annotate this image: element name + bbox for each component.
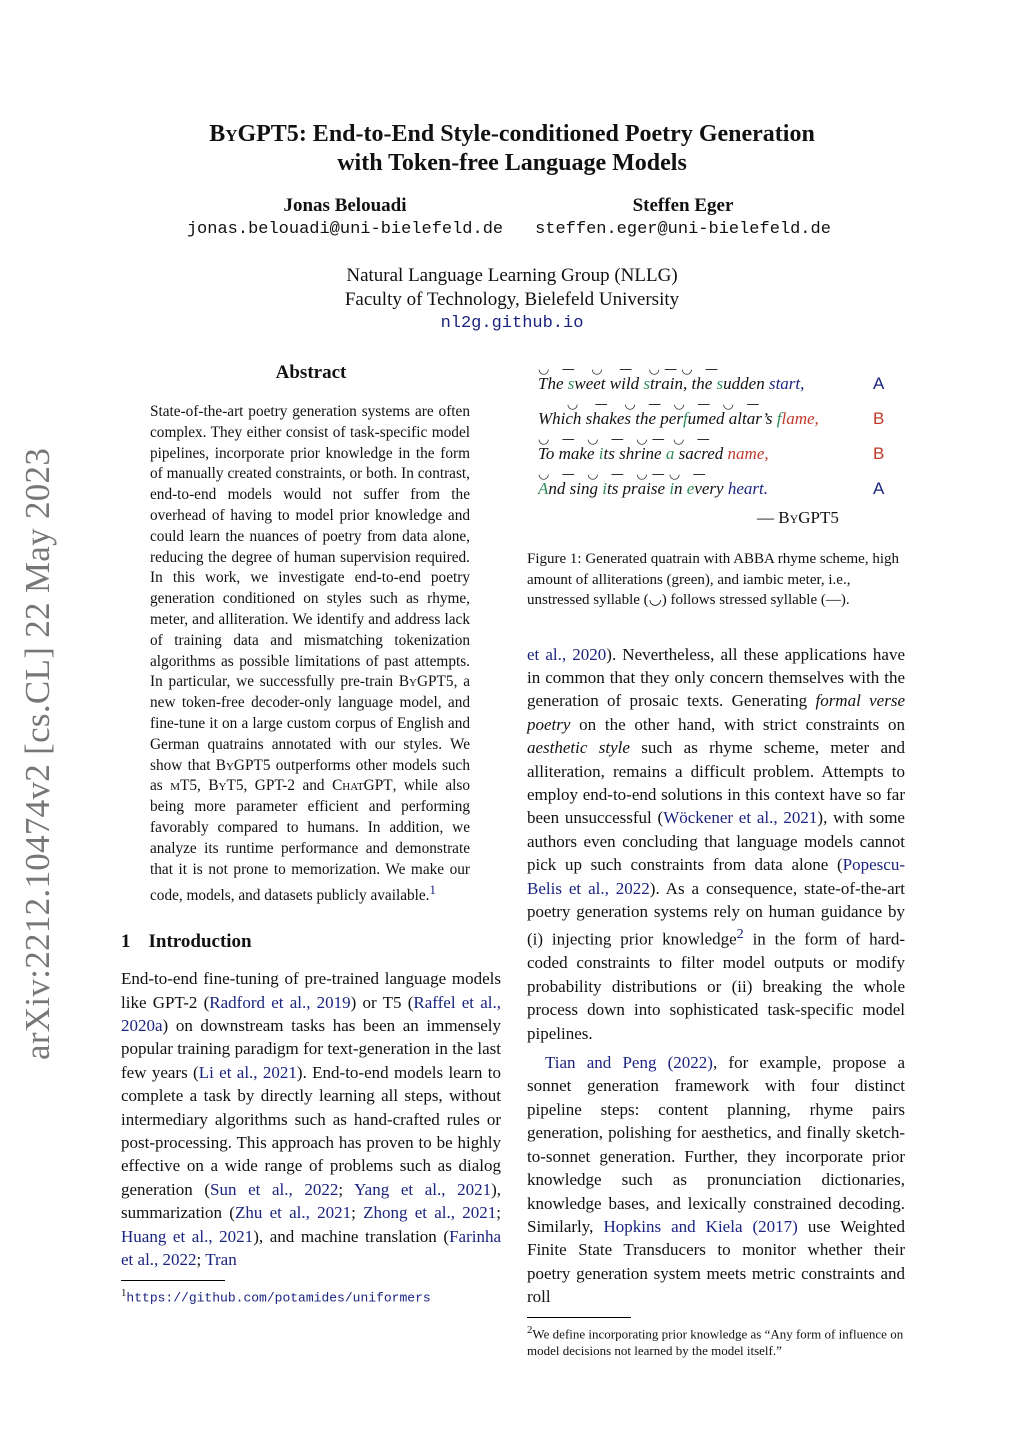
text: n	[674, 479, 687, 498]
footnote-divider	[527, 1317, 631, 1318]
footnote-marker[interactable]: 1	[429, 883, 436, 898]
abstract-text	[121, 402, 501, 907]
citation-link[interactable]: Zhong et al., 2021	[363, 1203, 497, 1223]
text: nd sing	[548, 479, 603, 498]
abstract-part: , a new token-free decoder-only language model, and fine-tune it on a large custom corpus of English and German quatrains annotated with our styles. We show that	[150, 673, 470, 774]
alliteration: s	[567, 374, 575, 393]
rhyme-label: A	[873, 374, 885, 393]
paragraph	[527, 1051, 905, 1308]
text: ), summarization (	[121, 1179, 502, 1223]
model-name: ByGPT5	[398, 673, 454, 691]
rhyme-label: A	[873, 479, 885, 498]
text: End-to-end fine-tuning of pre-trained language models like GPT-2 (	[121, 969, 501, 1012]
text: sacred	[674, 444, 728, 463]
author-block-2	[528, 194, 838, 242]
model-name: ByT5	[208, 777, 244, 795]
abstract-part: outperforms other models such as	[150, 756, 470, 795]
section-title: Introduction	[148, 931, 252, 953]
title-line1: : End-to-End Style-conditioned Poetry Generation	[298, 121, 815, 147]
text: Which shakes the per	[538, 409, 683, 428]
author-email[interactable]: steffen.eger@uni-bielefeld.de	[535, 220, 831, 239]
footnote-2	[527, 1322, 905, 1359]
text: ) on downstream tasks has been an immensely popular training paradigm for text-generation in the last few years (	[121, 1016, 501, 1082]
citation-link[interactable]: Huang et al., 2021	[121, 1226, 254, 1246]
text: ;	[351, 1203, 364, 1223]
alliteration: f	[682, 409, 688, 428]
right-body	[527, 643, 905, 1359]
citation-link[interactable]: Yang et al., 2021	[354, 1179, 492, 1199]
citation-link[interactable]: Li et al., 2021	[198, 1062, 297, 1082]
citation-link[interactable]: Radford et al., 2019	[209, 992, 351, 1012]
arxiv-side-stamp: arXiv:2212.10474v2 [cs.CL] 22 May 2023	[18, 447, 57, 1060]
dash: —	[757, 508, 779, 527]
model-name: ChatGPT	[332, 777, 393, 795]
rhyme-word: name,	[727, 444, 769, 463]
citation-link[interactable]: Farinha et al., 2022	[121, 1226, 502, 1270]
meter-marks: ◡ — ◡ — ◡ — ◡ —	[538, 467, 706, 482]
citation-link[interactable]: Hopkins and Kiela (2017)	[603, 1216, 798, 1236]
abstract-part: State-of-the-art poetry generation systems are often complex. They either consist of task-specific model pipelines, incorporate prior knowledge in the form of manually created constraints, or both. In contrast, end-to-end models would not suffer from the overhead of having to model prior knowledge and could learn the nuances of poetry from data alone, reducing the degree of human supervision required. In this work, we investigate end-to-end poetry generation conditioned on styles such as rhyme, meter, and alliteration. We identify and address lack of training data and mismatching tokenization algorithms as possible limitations of past attempts. In particular, we successfully pre-train	[150, 403, 470, 691]
citation-link[interactable]: Sun et al., 2022	[210, 1179, 339, 1199]
text: train, the	[649, 374, 717, 393]
model-name: mT5	[170, 777, 198, 795]
rhyme-label: B	[873, 409, 885, 428]
rhyme-word: heart.	[727, 479, 768, 498]
footnote-1	[121, 1285, 501, 1306]
footnote-number: 2	[527, 1323, 533, 1336]
text: umed altar’s	[687, 409, 777, 428]
section-number: 1	[121, 931, 131, 953]
text: ). As a consequence, state-of-the-art poetry generation systems rely on human guidance by (i) injecting prior knowledge	[527, 878, 906, 950]
alliteration: A	[538, 479, 549, 498]
text: ;	[338, 1179, 355, 1199]
affiliation-faculty: Faculty of Technology, Bielefeld University	[344, 289, 680, 310]
meter-marks: ◡ — ◡ — ◡ — ◡ —	[538, 397, 760, 412]
figure-1-quatrain	[527, 362, 905, 537]
verse-line	[538, 479, 768, 499]
citation-link[interactable]: Zhu et al., 2021	[234, 1203, 352, 1223]
meter-marks: ◡ — ◡ — ◡ — ◡ —	[538, 362, 719, 377]
author-name: Jonas Belouadi	[283, 195, 407, 216]
author-name: Steffen Eger	[632, 195, 734, 216]
text: ts shrine	[603, 444, 666, 463]
emphasis: aesthetic style	[527, 738, 630, 758]
verse-line	[538, 409, 819, 429]
paragraph	[527, 643, 905, 1046]
text: in the form of hard-coded constraints to filter model outputs or modify probability distributions or (ii) breaking the whole process down into sophisticated task-specific model pipelines.	[527, 930, 905, 1043]
text: udden	[723, 374, 769, 393]
text: ts praise	[606, 479, 670, 498]
abstract-part: ,	[197, 777, 209, 795]
figure-caption: Figure 1: Generated quatrain with ABBA rhyme scheme, high amount of alliterations (green), and iambic meter, i.e., unstressed syllable (◡) follows stressed syllable (—).	[527, 551, 900, 608]
text: ). End-to-end models learn to complete a task by directly learning all steps, without intermediary algorithms such as hand-crafted rules or post-processing. This approach has proven to be highly effective on a wide range of problems such as dialog generation (	[121, 1062, 501, 1199]
emphasis: formal verse poetry	[527, 691, 905, 734]
affiliation-url[interactable]: nl2g.github.io	[440, 314, 584, 333]
alliteration: f	[776, 409, 782, 428]
rhyme-label: B	[873, 444, 885, 463]
verse-line	[538, 444, 769, 464]
footnote-number: 1	[121, 1286, 127, 1299]
title-line2: with Token-free Language Models	[337, 150, 687, 176]
text: ). Nevertheless, all these applications have in common that they only concern themselves with the generation of prosaic texts. Generating	[527, 644, 905, 711]
affiliation	[0, 264, 1024, 336]
text: use Weighted Finite State Transducers to monitor whether their poetry generation system meets metric constraints and roll	[527, 1216, 905, 1307]
text: ), with some authors even concluding that language models cannot pick up such constraints from data alone (	[527, 808, 905, 875]
text: ) or T5 (	[350, 992, 414, 1012]
author-email[interactable]: jonas.belouadi@uni-bielefeld.de	[186, 220, 504, 239]
text: ;	[196, 1250, 206, 1270]
poem-byline	[757, 508, 839, 528]
alliteration: i	[602, 479, 607, 498]
citation-link[interactable]: Popescu-Belis et al., 2022	[527, 855, 905, 898]
right-column	[527, 362, 905, 1359]
citation-link[interactable]: Tian and Peng (2022)	[545, 1053, 713, 1073]
footnote-text: We define incorporating prior knowledge as “Any form of influence on model decisions not learned by the model itself.”	[527, 1325, 904, 1358]
text: on the other hand, with strict constraints on	[570, 714, 905, 734]
footnote-url[interactable]: https://github.com/potamides/uniformers	[126, 1289, 431, 1305]
text: ), and machine translation (	[253, 1226, 450, 1246]
text: weet wild	[574, 374, 644, 393]
affiliation-group: Natural Language Learning Group (NLLG)	[346, 265, 678, 286]
text: , for example, propose a sonnet generation framework with four distinct pipeline steps: content planning, rhyme pairs generation, polishing for aesthetics, and finally sketch-to-sonnet generation. Further, they incorporate prior knowledge such as pronunciation dictionaries, knowledge bases, and lexically constrained decoding. Similarly,	[527, 1053, 905, 1236]
footnote-marker[interactable]: 2	[736, 926, 744, 943]
rhyme-word: lame,	[781, 409, 819, 428]
left-column	[121, 362, 501, 1306]
alliteration: s	[716, 374, 724, 393]
text: very	[694, 479, 728, 498]
abstract-part: , GPT-2 and	[243, 777, 333, 795]
abstract-part: , while also being more parameter efficient and performing favorably compared to humans. In addition, we analyze its runtime performance and demonstrate that it is not prone to memorization. We make our code, models, and datasets publicly available.	[150, 777, 470, 905]
footnote-divider	[121, 1280, 225, 1281]
alliteration: i	[598, 444, 604, 463]
citation-link[interactable]: Raffel et al., 2020a	[121, 992, 501, 1036]
intro-paragraph	[121, 967, 501, 1271]
model-name: ByGPT5	[215, 756, 271, 774]
rhyme-word: start,	[768, 374, 805, 393]
verse-line	[538, 374, 804, 394]
alliteration: i	[669, 479, 675, 498]
citation-link[interactable]: Wöckener et al., 2021	[663, 808, 818, 828]
text: The	[538, 374, 568, 393]
abstract-heading: Abstract	[275, 362, 347, 383]
alliteration: s	[643, 374, 650, 393]
title-model-name: ByGPT5	[209, 121, 299, 147]
text: such as rhyme scheme, meter and alliteration, remains a difficult problem. Attempts to employ end-to-end solutions in this context have so far been unsuccessful (	[527, 738, 905, 828]
meter-marks: ◡ — ◡ — ◡ — ◡ —	[538, 432, 710, 447]
paper-title	[0, 120, 1024, 178]
text: ;	[496, 1203, 502, 1223]
author-block-1	[180, 194, 510, 242]
citation-link[interactable]: et al., 2020	[527, 644, 607, 664]
text: To make	[538, 444, 599, 463]
section-heading-introduction	[121, 931, 501, 953]
alliteration: e	[686, 479, 695, 498]
alliteration: a	[665, 444, 675, 463]
citation-link[interactable]: Tran	[205, 1250, 237, 1270]
model-name: ByGPT5	[778, 508, 839, 527]
